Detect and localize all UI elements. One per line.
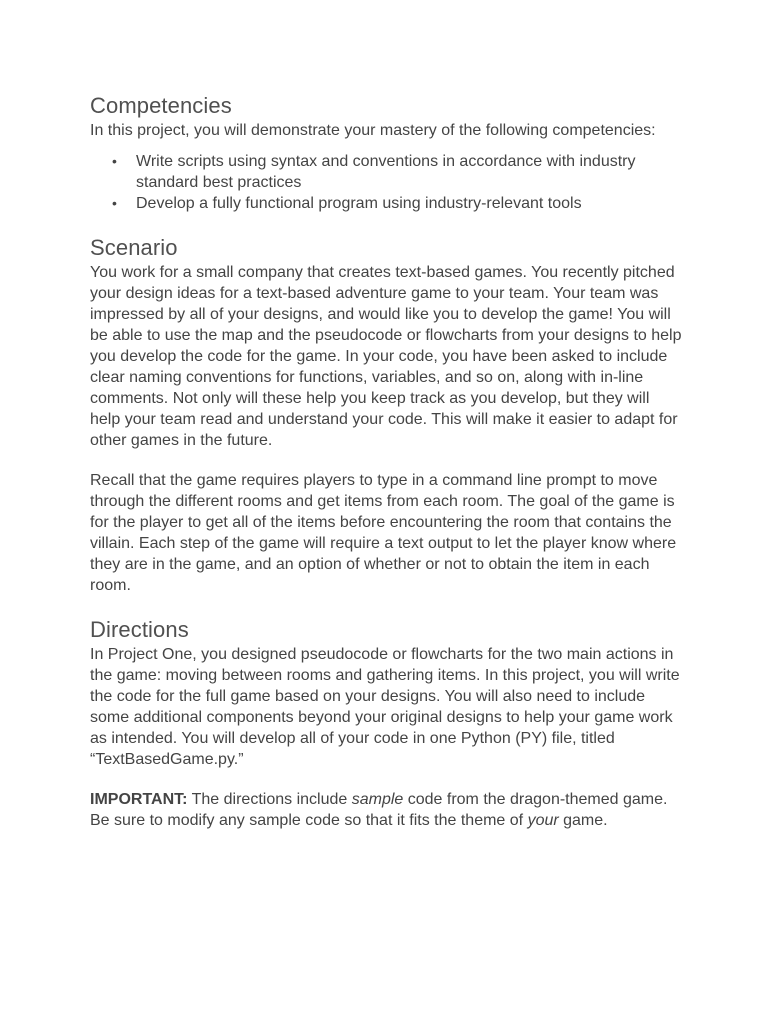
directions-paragraph: In Project One, you designed pseudocode or flowcharts for the two main actions in the game: moving between rooms and gathering items. In this project, you will write the code for the full game based on your designs. You will also need to include some additional components beyond your original designs to help your game work as intended. You will develop all of your code in one Python (PY) file, titled “TextBasedGame.py.” [90, 646, 680, 768]
list-item-text: Write scripts using syntax and conventions in accordance with industry standard best practices [136, 153, 636, 191]
important-label: IMPORTANT: [90, 791, 188, 808]
competencies-list [90, 151, 682, 214]
bullet-icon: • [112, 195, 117, 211]
scenario-heading: Scenario [90, 235, 178, 260]
scenario-paragraph: You work for a small company that creates text-based games. You recently pitched your design ideas for a text-based adventure game to your team. Your team was impressed by all of your designs, and would like you to develop the game! You will be able to use the map and the pseudocode or flowcharts from your designs to help you develop the code for the game. In your code, you have been asked to include clear naming conventions for functions, variables, and so on, along with in-line comments. Not only will these help you keep track as you develop, but they will help your team read and understand your code. This will make it easier to adapt for other games in the future. [90, 264, 682, 449]
competencies-intro: In this project, you will demonstrate your mastery of the following competencies: [90, 122, 656, 139]
important-note [90, 789, 682, 831]
list-item-text: Develop a fully functional program using industry-relevant tools [136, 195, 582, 212]
sample-emphasis: sample [351, 791, 404, 808]
list-item [112, 193, 682, 214]
important-text-middle: code from the dragon-themed game. Be sure to modify any sample code so that it fits the theme of [90, 791, 668, 829]
your-emphasis: your [527, 812, 559, 829]
list-item [112, 151, 682, 193]
scenario-paragraph: Recall that the game requires players to type in a command line prompt to move through the different rooms and get items from each room. The goal of the game is for the player to get all of the items before encountering the room that contains the villain. Each step of the game will require a text output to let the player know where they are in the game, and an option of whether or not to obtain the item in each room. [90, 472, 677, 594]
competencies-heading: Competencies [90, 93, 232, 118]
document-page [90, 92, 682, 831]
bullet-icon: • [112, 153, 117, 169]
important-text-before: The directions include [187, 791, 352, 808]
important-text-after: game. [558, 812, 608, 829]
directions-heading: Directions [90, 617, 189, 642]
